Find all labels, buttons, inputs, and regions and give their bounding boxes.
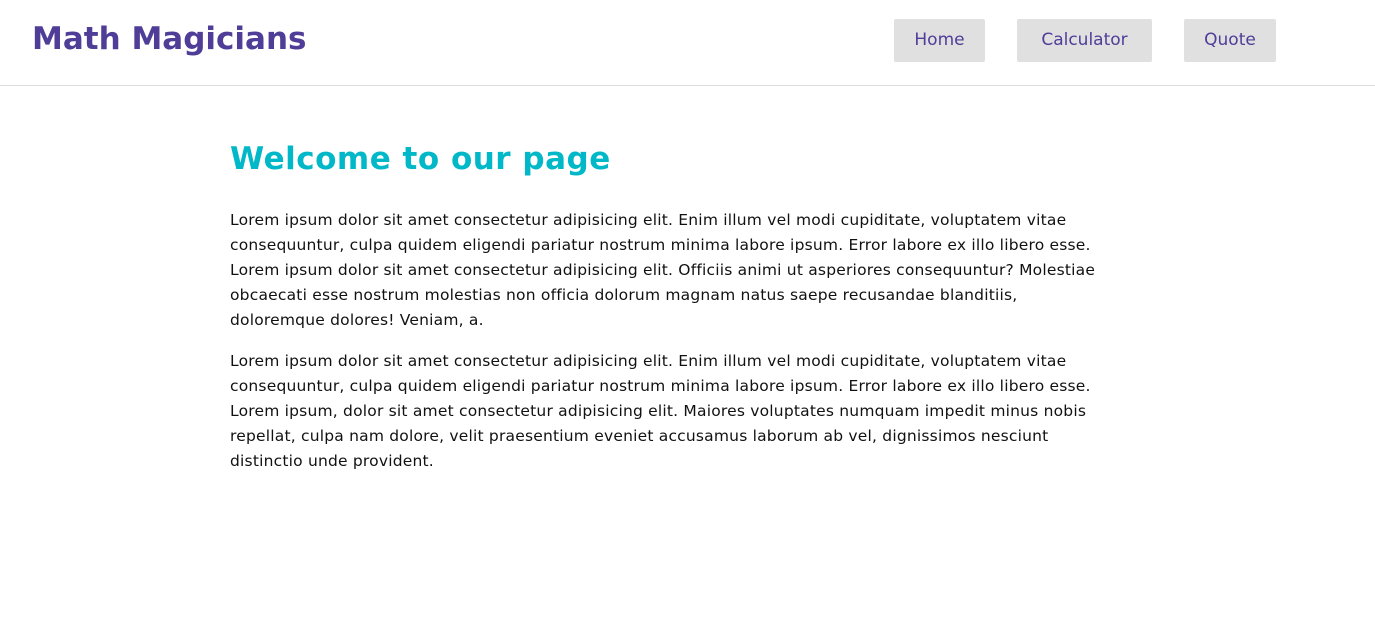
- main-content: [230, 136, 1110, 474]
- intro-paragraph: Lorem ipsum dolor sit amet consectetur adipisicing elit. Enim illum vel modi cupiditate, voluptatem vitae consequuntur, culpa quidem eligendi pariatur nostrum minima labore ipsum. Error labore ex illo libero esse. Lorem ipsum dolor sit amet consectetur adipisicing elit. Officiis animi ut asperiores consequuntur? Molestiae obcaecati esse nostrum molestias non officia dolorum magnam natus saepe recusandae blanditiis, doloremque dolores! Veniam, a.: [230, 211, 1096, 329]
- page-title: Welcome to our page: [230, 141, 611, 177]
- nav-calculator-link[interactable]: Calculator: [1017, 19, 1152, 62]
- nav-quote-link[interactable]: Quote: [1184, 19, 1276, 62]
- second-paragraph: Lorem ipsum dolor sit amet consectetur adipisicing elit. Enim illum vel modi cupiditate, voluptatem vitae consequuntur, culpa quidem eligendi pariatur nostrum minima labore ipsum. Error labore ex illo libero esse. Lorem ipsum, dolor sit amet consectetur adipisicing elit. Maiores voluptates numquam impedit minus nobis repellat, culpa nam dolore, velit praesentium eveniet accusamus laborum ab vel, dignissimos nesciunt distinctio unde provident.: [230, 352, 1091, 470]
- nav-home-link[interactable]: Home: [894, 19, 985, 62]
- site-brand[interactable]: Math Magicians: [32, 21, 307, 57]
- site-header: [0, 0, 1375, 86]
